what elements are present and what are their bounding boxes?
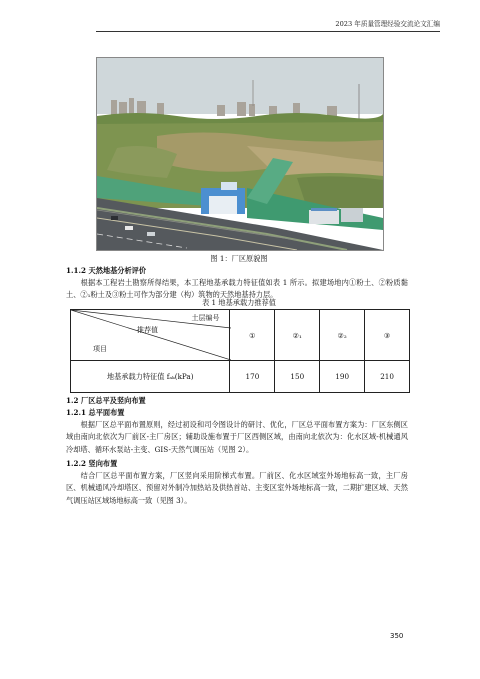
bearing-capacity-table: [70, 309, 410, 393]
section-heading-1-2: 1.2 厂区总平及竖向布置: [66, 396, 146, 405]
table-title: 表 1 地基承载力推荐值: [202, 298, 276, 307]
corner-label-item: 项目: [93, 345, 107, 353]
paragraph-1-2-2: [66, 470, 408, 507]
section-heading-1-2-1: 1.2.1 总平面布置: [66, 408, 125, 417]
corner-label-value: 推荐值: [137, 326, 158, 334]
section-heading-1-2-2: 1.2.2 竖向布置: [66, 459, 118, 468]
paragraph-text: 结合厂区总平面布置方案，厂区竖向采用阶梯式布置。厂前区、化水区域室外场地标高一致，主厂房区、机械通风冷却塔区、预留对外制冷加热站及供热首站、主变区室外场地标高一致，二期扩建区域、天然气调压站区域场地标高一致（见图 3）。: [66, 471, 408, 505]
table-cell: 210: [365, 361, 410, 393]
corner-label-layer: 土层编号: [191, 314, 220, 322]
column-header: ①: [230, 310, 275, 361]
paragraph-text: 根据厂区总平面布置原则，经过初设和司令图设计的研讨、优化，厂区总平面布置方案为：厂区东侧区域由南向北依次为厂前区-主厂房区；辅助设施布置于厂区西侧区域，由南向北依次为：化水区域-机械通风冷却塔、循环水泵站-主变、GIS-天然气调压站（见图 2）。: [66, 420, 408, 454]
table-cell: 150: [275, 361, 320, 393]
header-rule: [96, 31, 440, 32]
table-cell: 190: [320, 361, 365, 393]
column-header: ②₁: [275, 310, 320, 361]
section-heading-1-1-2: 1.1.2 天然地基分析评价: [66, 266, 147, 275]
column-header: ③: [365, 310, 410, 361]
table-corner-cell: [71, 310, 230, 361]
figure-caption: 图 1：厂区原貌图: [210, 254, 268, 263]
site-photo: [96, 57, 384, 251]
page-number: 350: [390, 632, 404, 640]
row-label: 地基承载力特征值 fₐₖ(kPa): [71, 361, 230, 393]
column-header: ②₂: [320, 310, 365, 361]
paragraph-1-2-1: [66, 419, 408, 456]
running-header: 2023 年质量管理经验交流论文汇编: [335, 20, 440, 28]
table-cell: 170: [230, 361, 275, 393]
paragraph-text: 根据本工程岩土勘察所得结果，本工程地基承载力特征值如表 1 所示。拟建场地内①粉土、②粉质黏土、②₁粉土及③粉土可作为部分建（构）筑物的天然地基持力层。: [66, 278, 408, 300]
